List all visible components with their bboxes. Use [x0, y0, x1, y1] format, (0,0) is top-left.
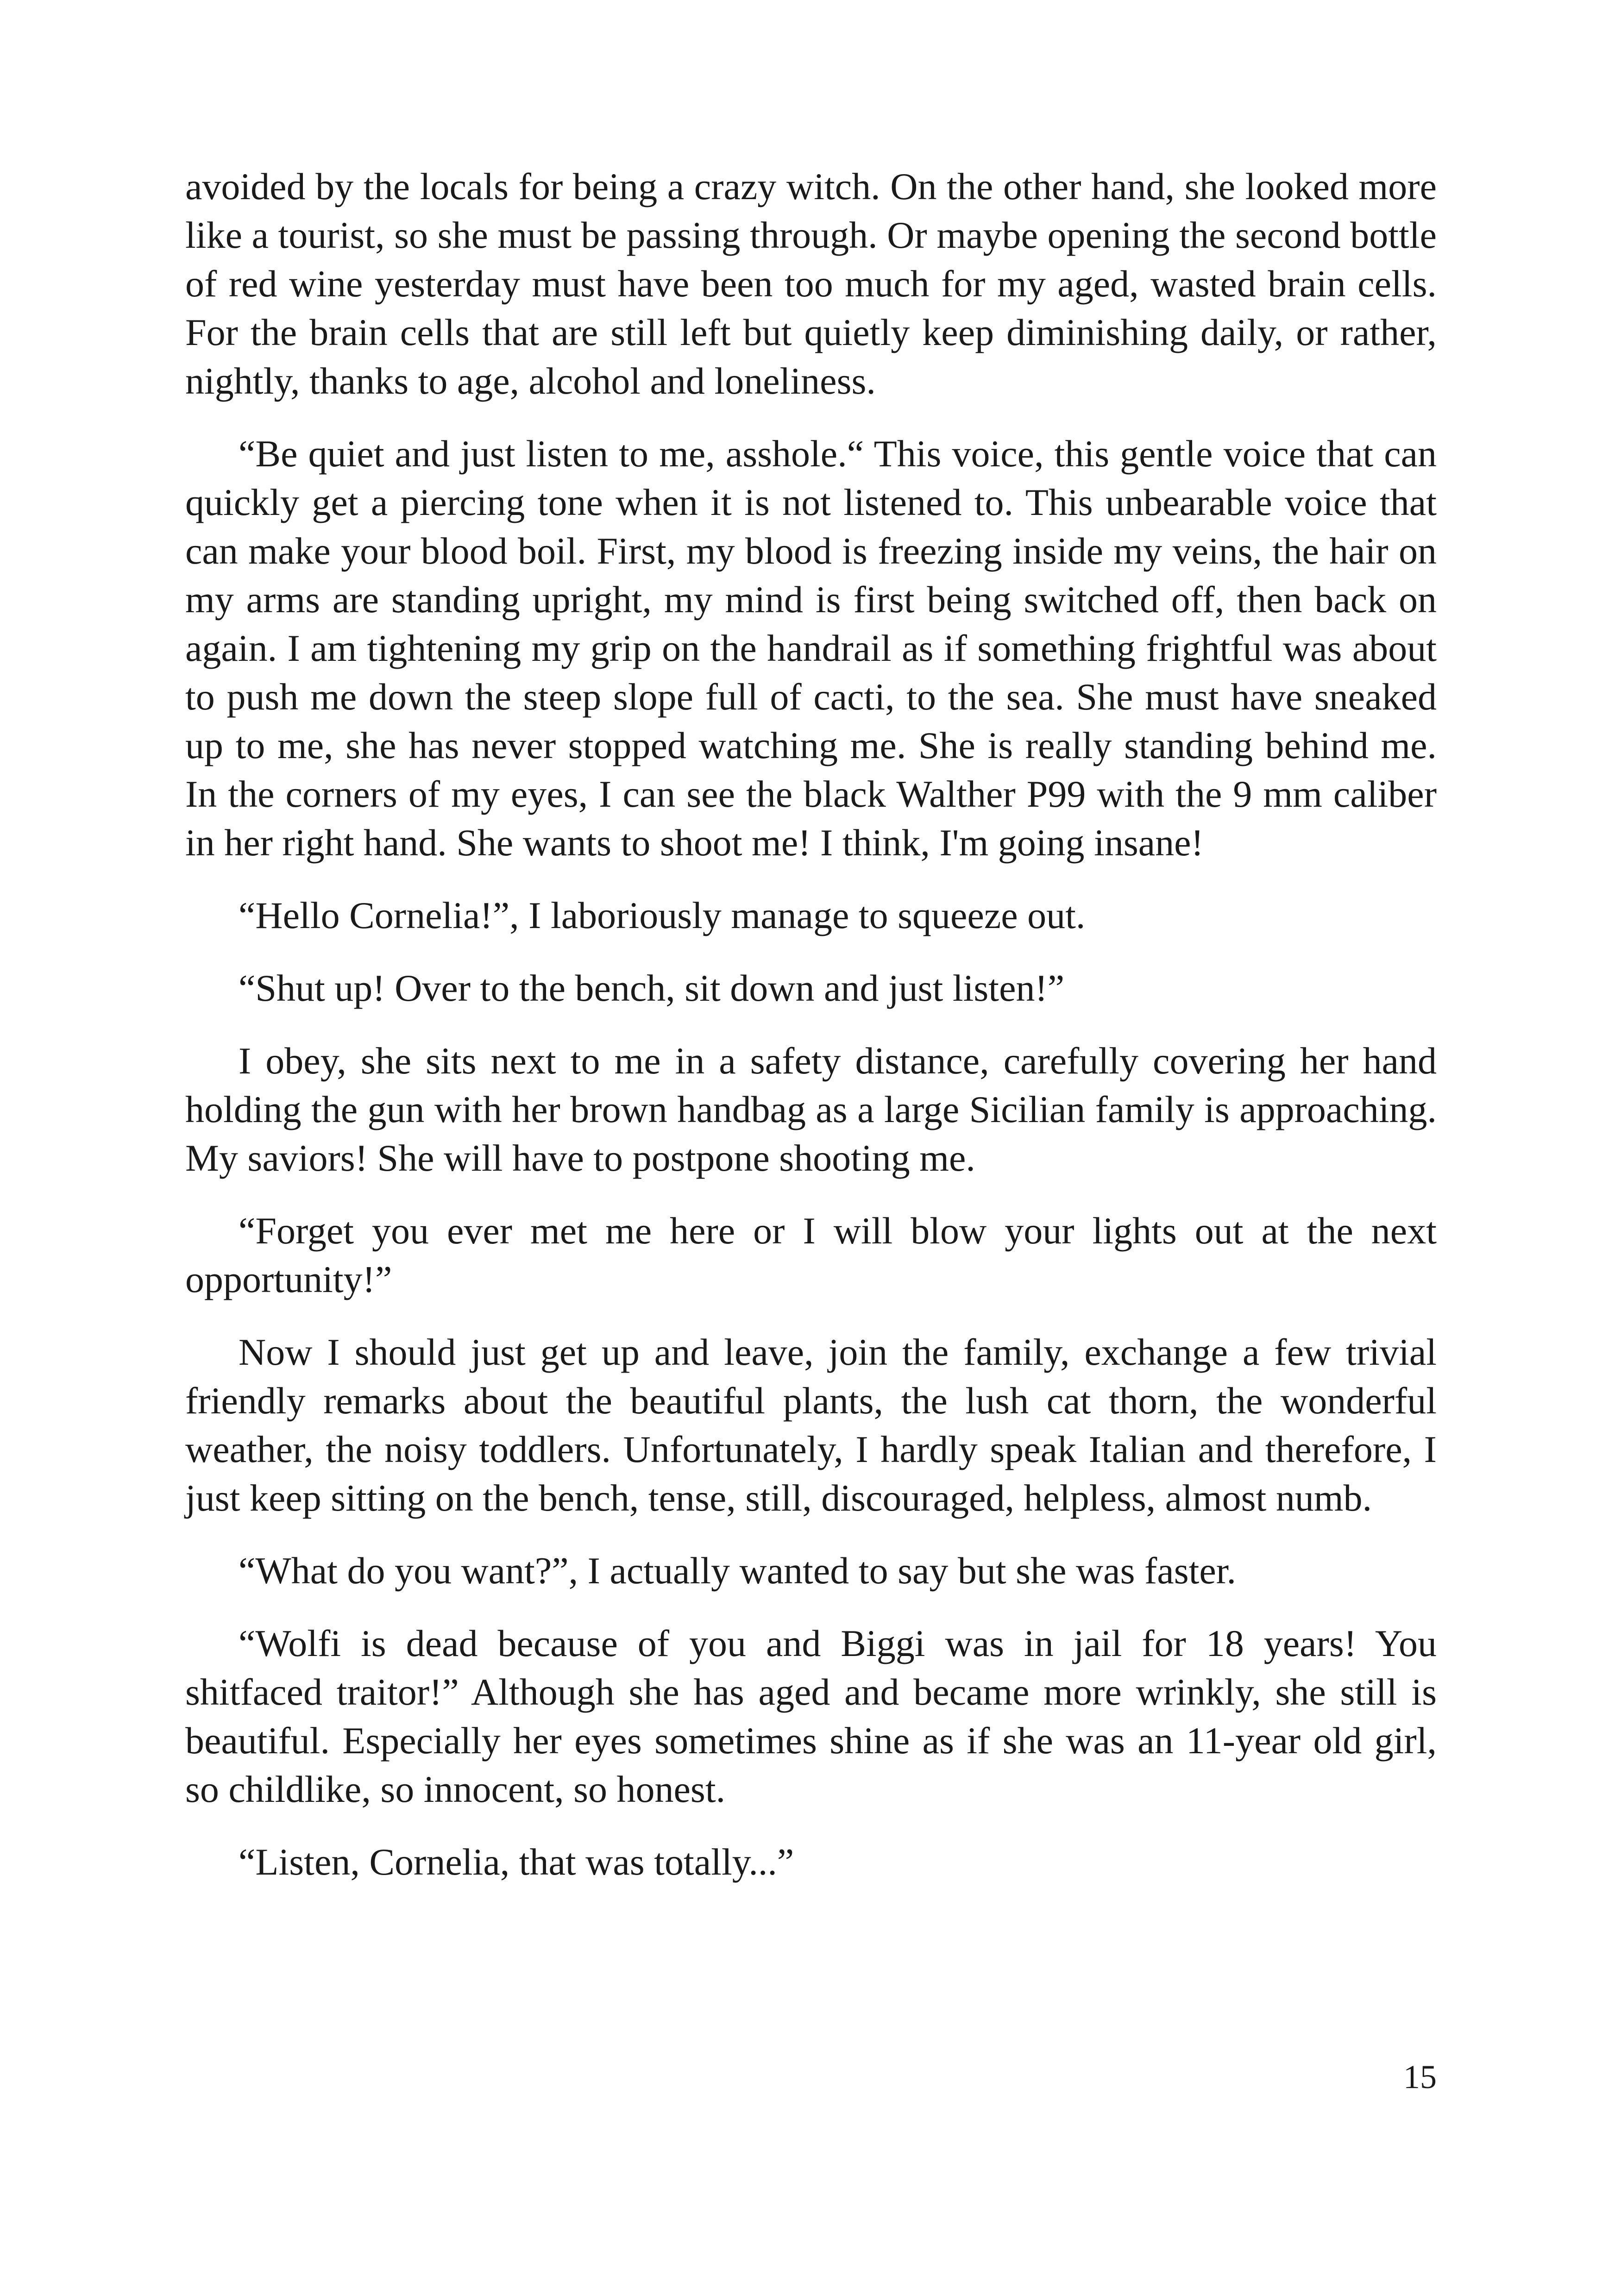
- paragraph: “Be quiet and just listen to me, asshole.“ This voice, this gentle voice that can quickly get a piercing tone when it is not listened to. This unbearable voice that can make your blood boil. First, my blood is freezing inside my veins, the hair on my arms are standing upright, my mind is first being switched off, then back on again. I am tightening my grip on the handrail as if something frightful was about to push me down the steep slope full of cacti, to the sea. She must have sneaked up to me, she has never stopped watching me. She is really standing behind me. In the corners of my eyes, I can see the black Walther P99 with the 9 mm caliber in her right hand. She wants to shoot me! I think, I'm going insane!: [185, 433, 1437, 864]
- paragraph: I obey, she sits next to me in a safety distance, carefully covering her hand holding the gun with her brown handbag as a large Sicilian family is approaching. My saviors! She will have to postpone shooting me.: [185, 1040, 1437, 1179]
- paragraph: “Shut up! Over to the bench, sit down and just listen!”: [239, 967, 1065, 1009]
- paragraph: avoided by the locals for being a crazy witch. On the other hand, she looked more like a tourist, so she must be passing through. Or maybe opening the second bottle of red wine yesterday must have been too much for my aged, wasted brain cells. For the brain cells that are still left but quietly keep diminishing daily, or rather, nightly, thanks to age, alcohol and loneliness.: [185, 165, 1437, 402]
- paragraph: “What do you want?”, I actually wanted to say but she was faster.: [239, 1549, 1237, 1592]
- body-text: [185, 162, 1437, 1910]
- paragraph: “Wolfi is dead because of you and Biggi was in jail for 18 years! You shitfaced traitor!” Although she has aged and became more wrinkly, she still is beautiful. Especially her eyes sometimes shine as if she was an 11-year old girl, so childlike, so innocent, so honest.: [185, 1622, 1437, 1810]
- paragraph: “Hello Cornelia!”, I laboriously manage to squeeze out.: [239, 894, 1086, 936]
- paragraph: Now I should just get up and leave, join the family, exchange a few trivial friendly remarks about the beautiful plants, the lush cat thorn, the wonderful weather, the noisy toddlers. Unfortunately, I hardly speak Italian and therefore, I just keep sitting on the bench, tense, still, discouraged, helpless, almost numb.: [185, 1331, 1437, 1519]
- page-number: 15: [1403, 2058, 1437, 2095]
- paragraph: “Forget you ever met me here or I will blow your lights out at the next opportunity!”: [185, 1210, 1437, 1300]
- paragraph: “Listen, Cornelia, that was totally...”: [239, 1841, 794, 1883]
